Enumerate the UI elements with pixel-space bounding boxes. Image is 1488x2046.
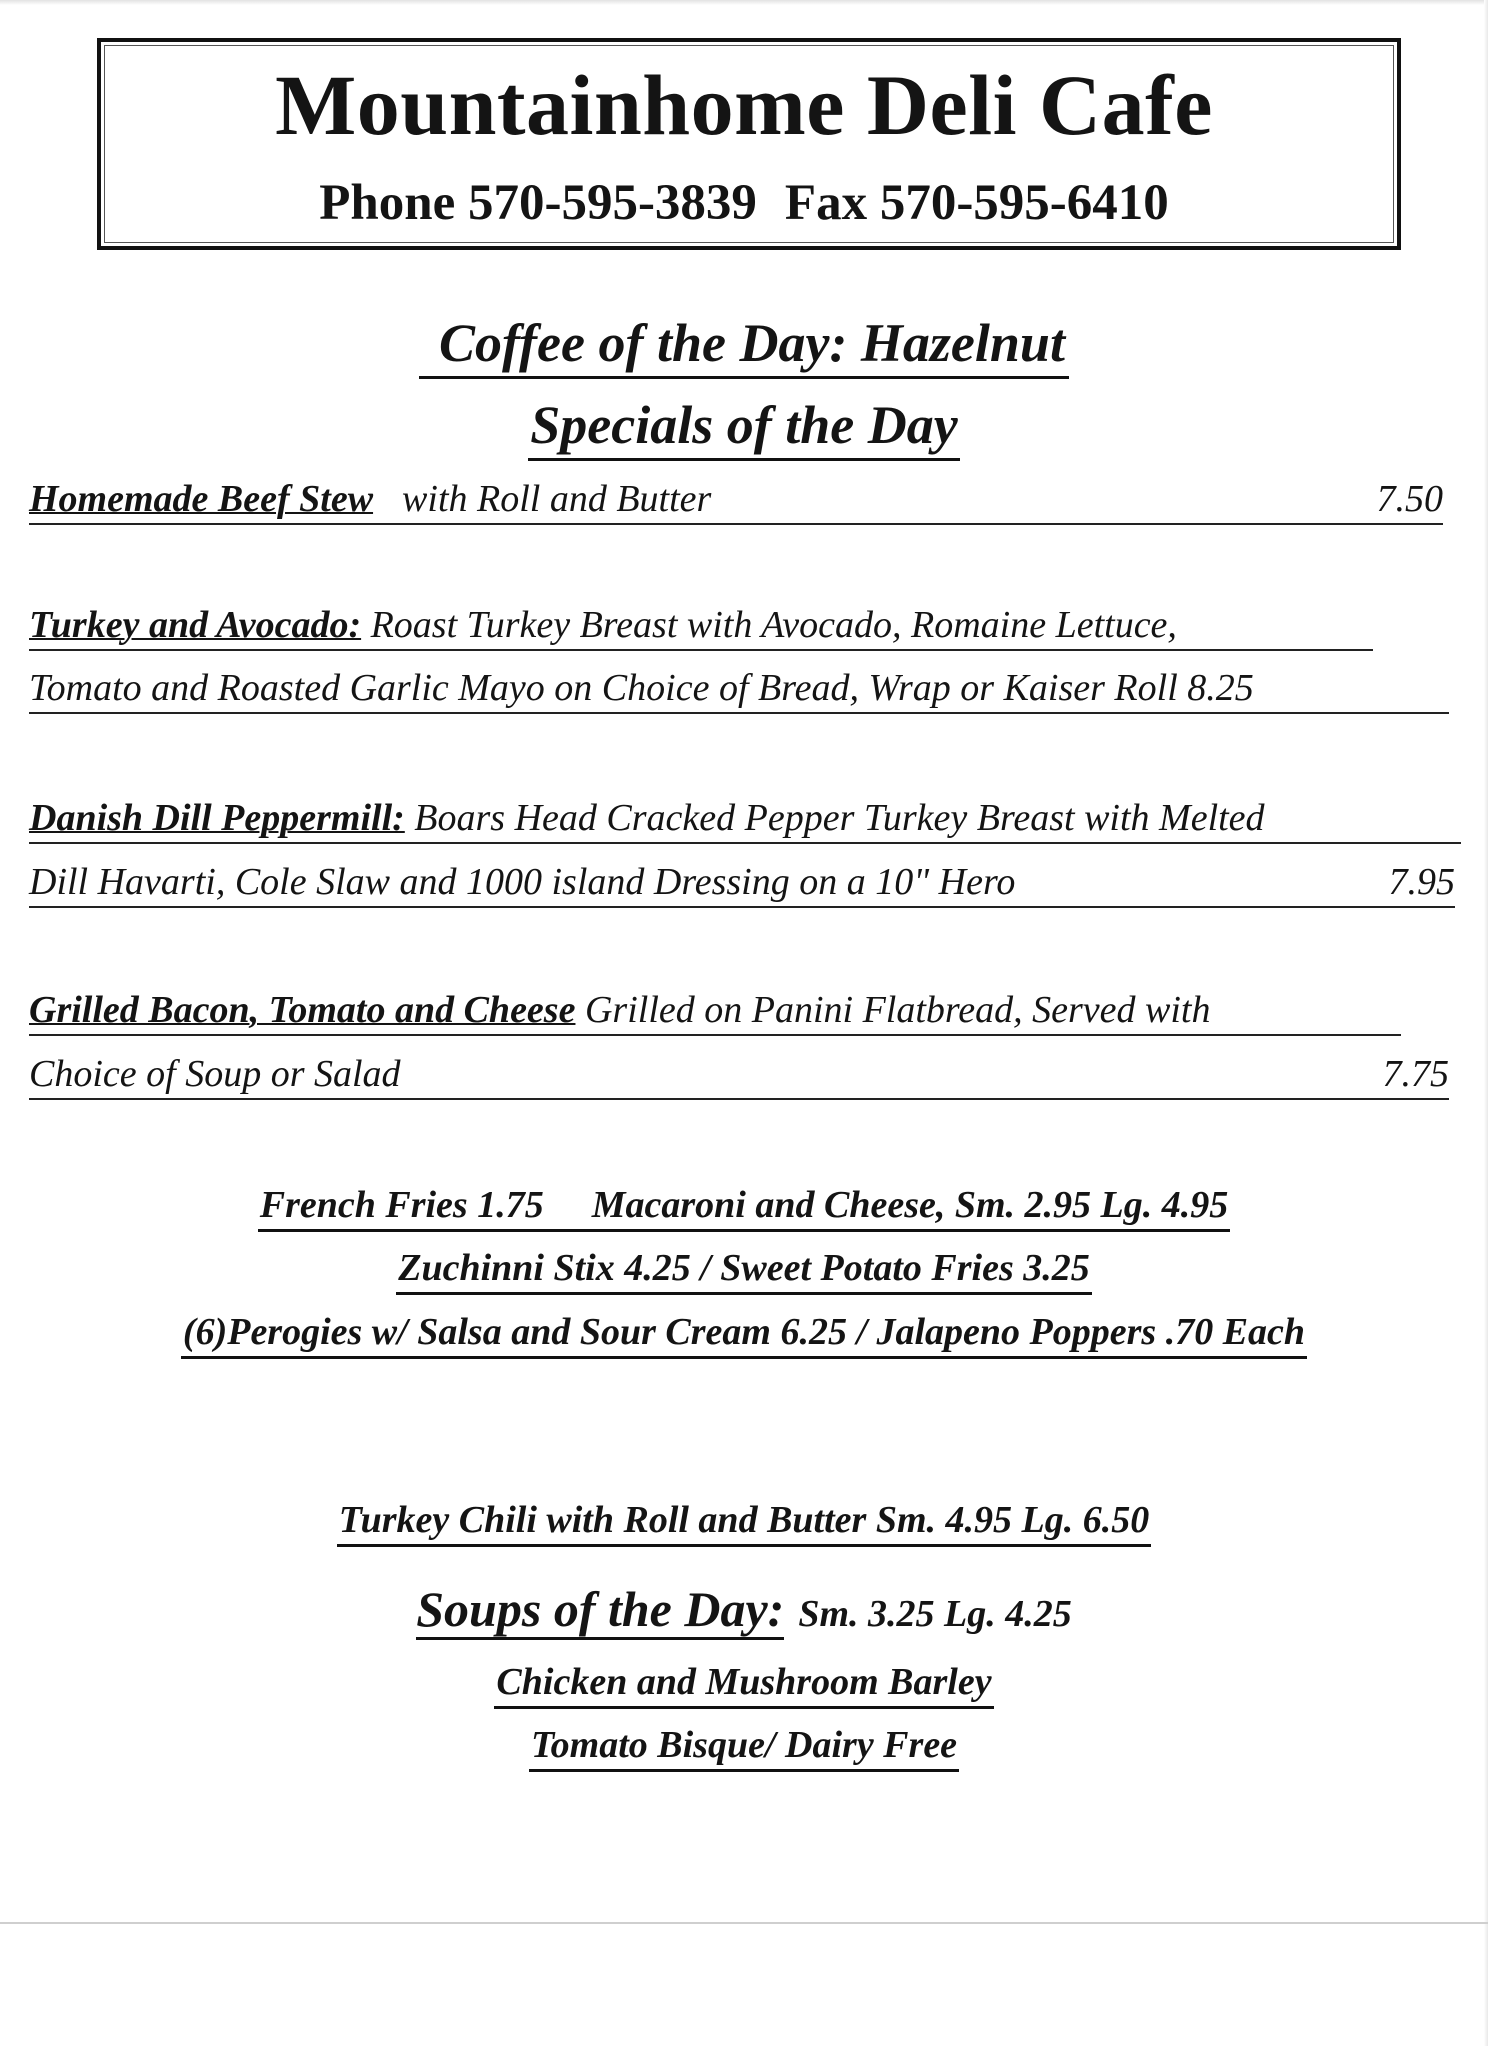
phone-number: Phone 570-595-3839 [319, 175, 757, 231]
soups-sizes: Sm. 3.25 Lg. 4.25 [798, 1593, 1072, 1635]
side-french-fries: French Fries 1.75 [259, 1184, 544, 1226]
soups-heading-label: Soups of the Day: [416, 1581, 784, 1640]
special-grilled-bacon-line1 [29, 990, 1401, 1036]
special-turkey-avocado-line2 [29, 668, 1449, 714]
special-name: Homemade Beef Stew [29, 478, 374, 520]
special-price: 7.95 [1388, 861, 1455, 903]
cafe-name: Mountainhome Deli Cafe [275, 57, 1213, 153]
page-divider [0, 1922, 1488, 1924]
special-beef-stew [29, 479, 1443, 525]
soup-item-text: Tomato Bisque/ Dairy Free [529, 1723, 959, 1772]
special-danish-dill-line1 [29, 798, 1461, 844]
sides-line-1 [0, 1183, 1488, 1232]
special-turkey-avocado-line1 [29, 605, 1373, 651]
fax-number: Fax 570-595-6410 [784, 175, 1169, 231]
side-zucchini-sweet-potato: Zuchinni Stix 4.25 / Sweet Potato Fries 3.25 [396, 1246, 1091, 1295]
special-name: Grilled Bacon, Tomato and Cheese [29, 989, 576, 1031]
special-name: Danish Dill Peppermill: [29, 797, 405, 839]
soup-item [0, 1723, 1488, 1772]
coffee-text: Coffee of the Day: Hazelnut [419, 312, 1069, 379]
special-price: 7.50 [1376, 478, 1443, 520]
soups-heading [0, 1580, 1488, 1643]
special-grilled-bacon-line2 [29, 1054, 1449, 1100]
special-danish-dill-line2 [29, 862, 1455, 908]
turkey-chili-text: Turkey Chili with Roll and Butter Sm. 4.95 Lg. 6.50 [337, 1498, 1151, 1547]
special-name: Turkey and Avocado: [29, 604, 362, 646]
turkey-chili [0, 1498, 1488, 1547]
special-description: with Roll and Butter [402, 478, 712, 520]
special-description: Choice of Soup or Salad [29, 1053, 401, 1095]
special-description: Roast Turkey Breast with Avocado, Romaine Lettuce, [370, 604, 1177, 646]
coffee-of-the-day [0, 312, 1488, 379]
special-description: Tomato and Roasted Garlic Mayo on Choice of Bread, Wrap or Kaiser Roll 8.25 [29, 667, 1254, 709]
soup-item-text: Chicken and Mushroom Barley [494, 1660, 993, 1709]
specials-title [0, 394, 1488, 461]
specials-title-text: Specials of the Day [528, 394, 959, 461]
sides-line-3 [0, 1310, 1488, 1359]
soup-item [0, 1660, 1488, 1709]
special-description: Boars Head Cracked Pepper Turkey Breast with Melted [414, 797, 1265, 839]
special-price: 7.75 [1382, 1053, 1449, 1095]
sides-line-2 [0, 1246, 1488, 1295]
contact-line [0, 175, 1488, 231]
special-description: Dill Havarti, Cole Slaw and 1000 island Dressing on a 10" Hero [29, 861, 1016, 903]
scan-edge [0, 0, 1488, 5]
side-perogies-poppers: (6)Perogies w/ Salsa and Sour Cream 6.25 / Jalapeno Poppers .70 Each [181, 1310, 1307, 1359]
side-mac-and-cheese: Macaroni and Cheese, Sm. 2.95 Lg. 4.95 [591, 1184, 1229, 1226]
special-description: Grilled on Panini Flatbread, Served with [584, 989, 1211, 1031]
